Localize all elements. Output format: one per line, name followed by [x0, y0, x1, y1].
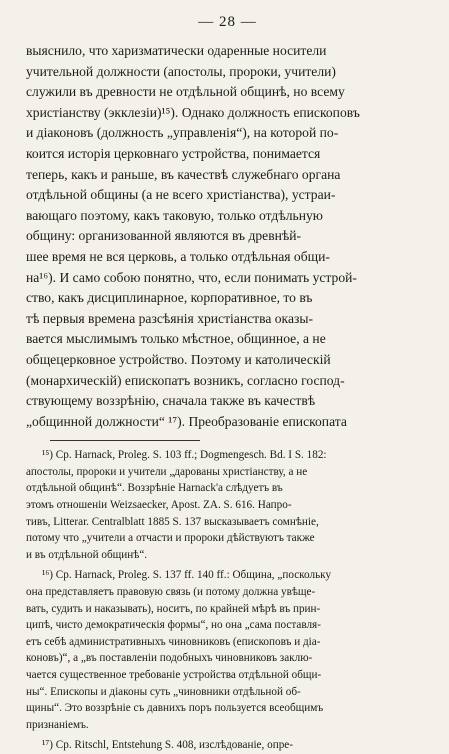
text-line: вающаго поэтому, какъ таковую, только отдѣльную [26, 207, 323, 223]
footnote-line: щины“. Это воззрѣніе съ давнихъ поръ пользуется всеобщимъ [26, 702, 324, 715]
footnote-16 [26, 567, 429, 733]
text-line: ство, какъ дисциплинарное, корпоративное, то въ [26, 290, 313, 306]
footnote-line: и въ отдѣльной общинѣ“. [26, 548, 148, 561]
text-line: вается мыслимымъ только мѣстное, общинное, а не [26, 331, 326, 347]
footnote-line: она представляетъ правовую связь (и потому должна увѣще- [26, 586, 316, 599]
page-number: — 28 — [198, 14, 257, 30]
footnote-line: этомъ отношеніи Weizsaecker, Apost. ZA. S. 616. Напро- [26, 499, 292, 512]
footnote-line: тивъ, Litterar. Centralblatt 1885 S. 137 высказываетъ сомнѣніе, [26, 515, 319, 528]
footnote-line: чается существенное требованіе устройства отдѣльной общи- [26, 669, 322, 681]
text-line: на¹⁶). И само собою понятно, что, если понимать устрой- [26, 269, 357, 285]
text-line: выяснило, что харизматически одаренные носители [26, 43, 327, 58]
text-line: (монархическій) епископатъ возникъ, согласно господ- [26, 372, 345, 388]
text-line: тѣ первыя времена разсѣянія христіанства оказы- [26, 310, 314, 326]
footnote-line: вать, судить и наказывать), носитъ, по крайней мѣрѣ въ прин- [26, 602, 321, 615]
text-line: коится исторія церковнаго устройства, понимается [26, 145, 321, 161]
text-line: „общинной должности“ ¹⁷). Преобразованіе епископата [26, 413, 347, 429]
text-line: служили въ древности не отдѣльной общинѣ, но всему [26, 84, 345, 100]
footnote-divider [50, 440, 200, 441]
text-line: теперь, какъ и раньше, въ качествѣ служебнаго органа [26, 166, 341, 182]
footnote-line: апостолы, пророки и учители „дарованы христіанству, а не [26, 465, 308, 478]
footnote-line: ¹⁵) Ср. Harnack, Proleg. S. 103 ff.; Dogmengesch. Bd. I S. 182: [42, 449, 327, 462]
text-line: христіанству (экклезіи)¹⁵). Однако должность епископовъ [26, 104, 360, 120]
footnote-17 [26, 737, 429, 754]
footnote-line: ципѣ, чисто демократическія формы“, но она „сама поставля- [26, 619, 321, 632]
footnote-line: признаніемъ. [26, 718, 89, 731]
footnote-line: етъ себѣ административныхъ чиновниковъ (епископовъ и діа- [26, 635, 321, 648]
footnote-line: ¹⁶) Ср. Harnack, Proleg. S. 137 ff. 140 ff.: Община, „поскольку [42, 569, 332, 582]
footnote-line: ны“. Епископы и діаконы суть „чиновники отдѣльной об- [26, 685, 301, 698]
footnote-line: отдѣльной общинѣ“. Воззрѣніе Harnack'a слѣдуетъ въ [26, 482, 283, 495]
text-line: и діаконовъ (должность „управленія“), на которой по- [26, 125, 339, 141]
footnote-line: коновъ)“, а „въ поставленіи подобныхъ чиновниковъ заклю- [26, 652, 313, 665]
text-line: общецерковное устройство. Поэтому и католическій [26, 351, 331, 367]
main-text [26, 41, 429, 432]
text-line: учительной должности (апостолы, пророки, учители) [26, 63, 336, 79]
text-line: отдѣльной общины (а не всего христіанства), устраи- [26, 187, 336, 203]
footnote-line: потому что „учители а отчасти и пророки дѣйствуютъ также [26, 532, 315, 545]
footnote-15 [26, 447, 429, 563]
text-line: общину: организованной являются въ древнѣй- [26, 228, 302, 244]
footnote-line: ¹⁷) Ср. Ritschl, Entstehung S. 408, изслѣдованіе, опре- [42, 739, 293, 752]
text-line: шее время не вся церковь, а только отдѣльная общи- [26, 248, 330, 264]
footnotes [26, 447, 429, 754]
text-line: ствующему воззрѣнію, сначала также въ качествѣ [26, 393, 316, 409]
